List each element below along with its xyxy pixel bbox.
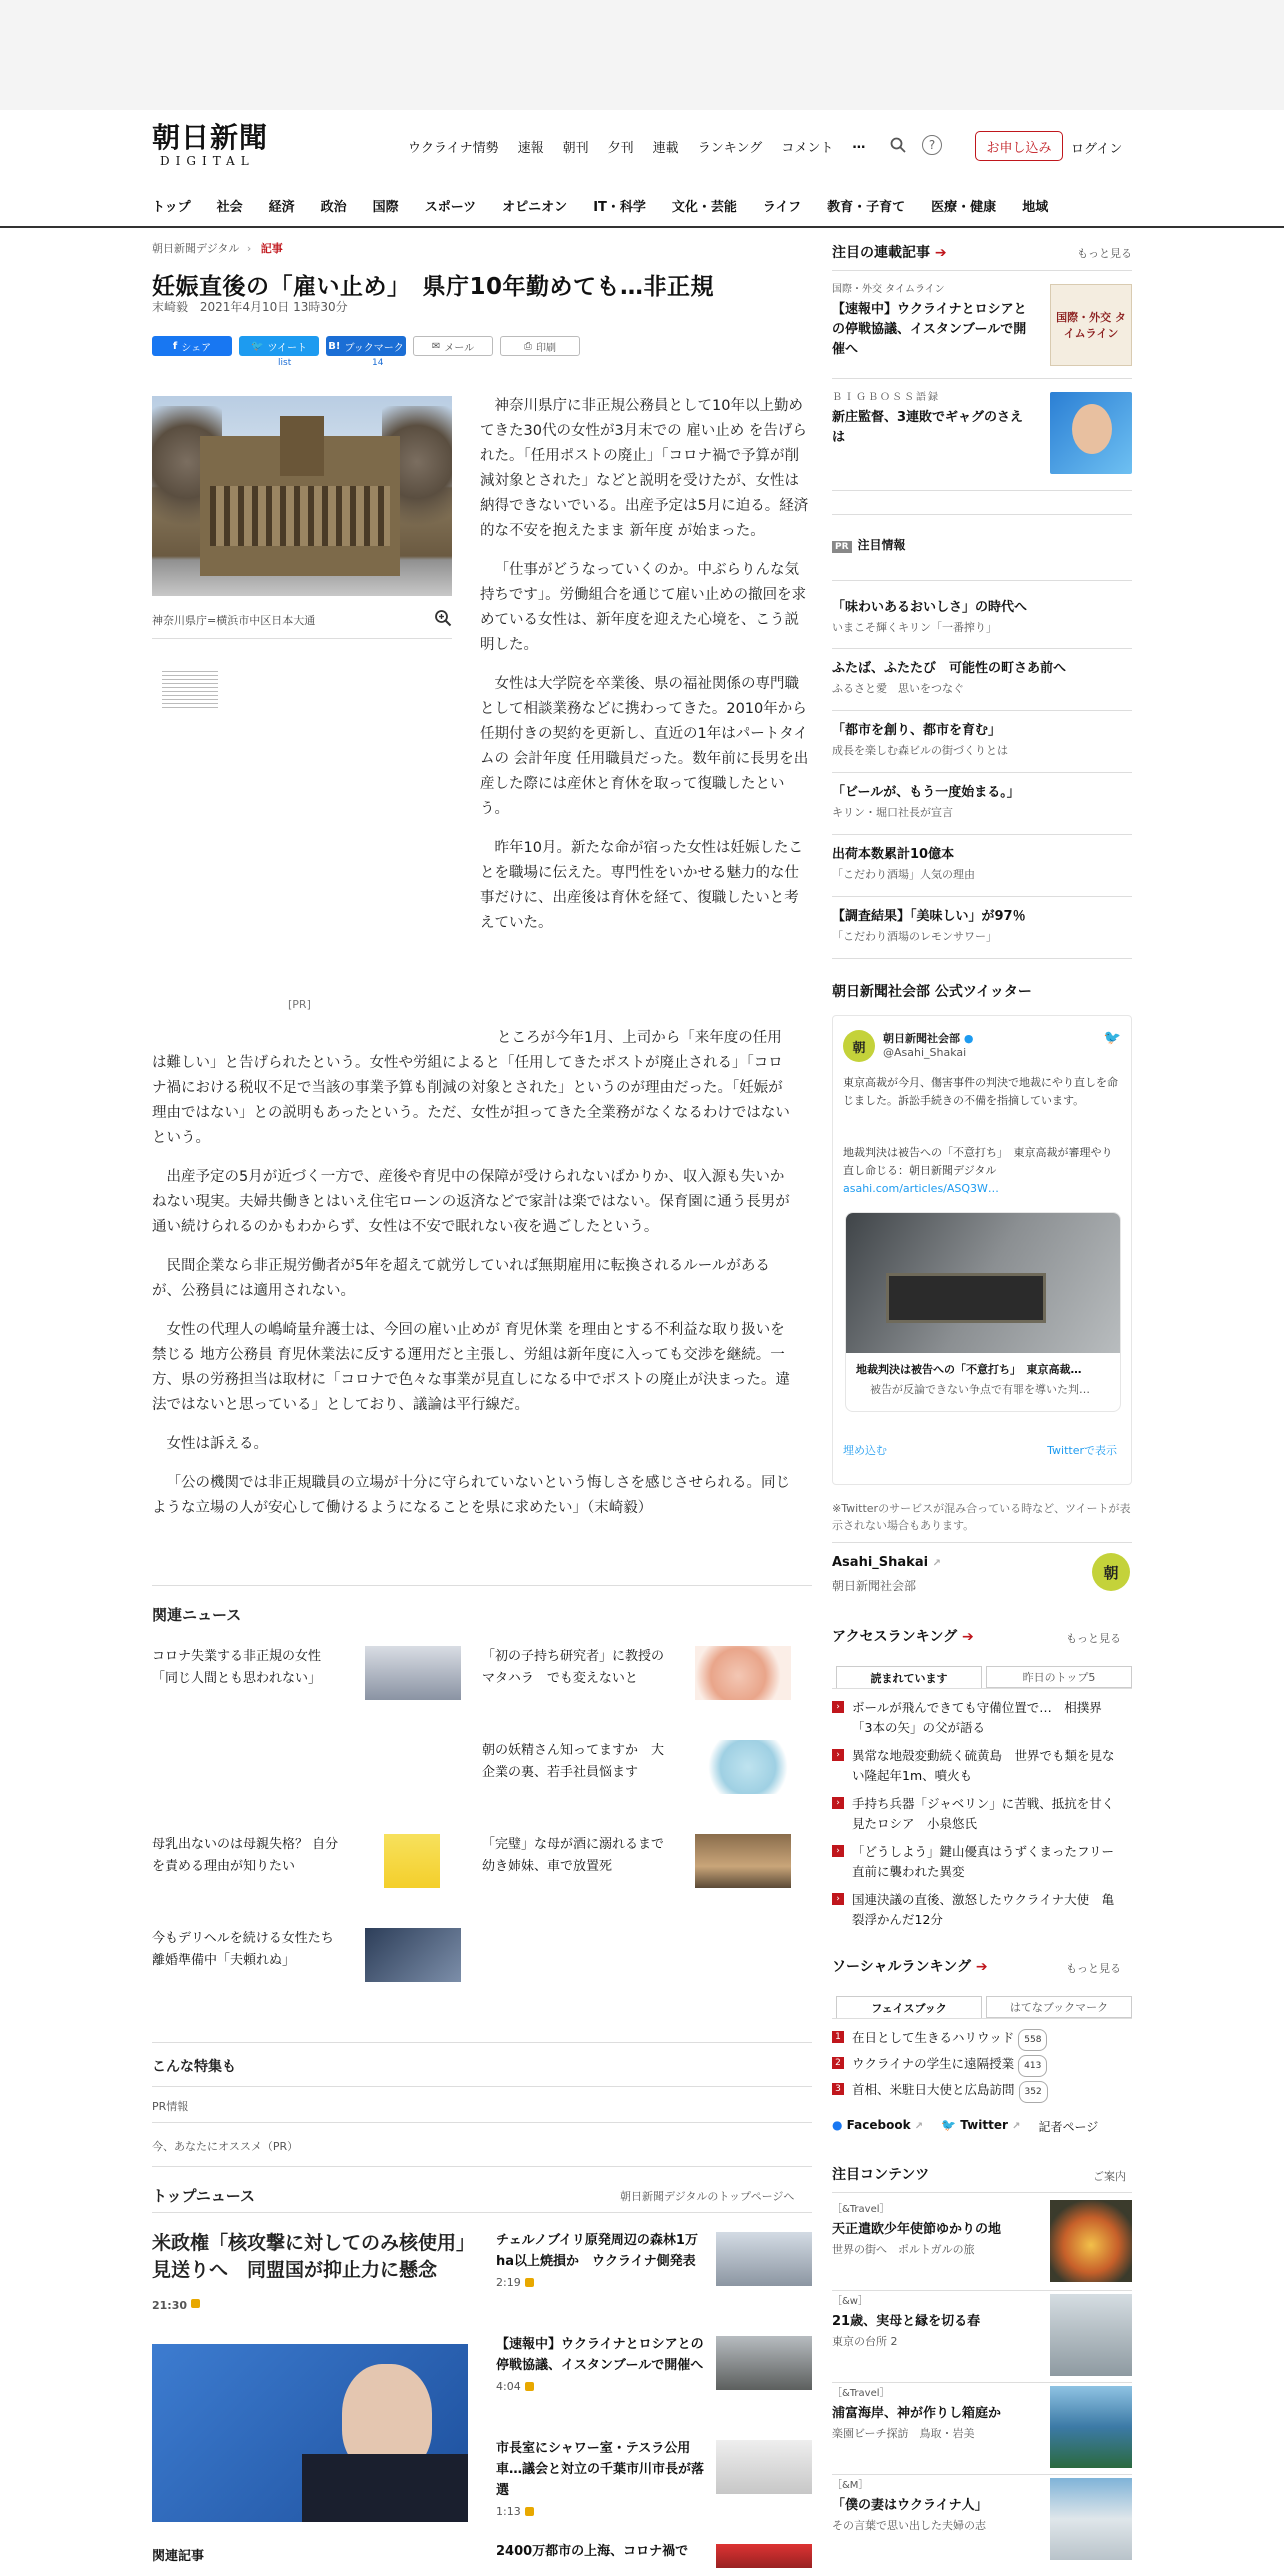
courthouse-sign [886, 1273, 1046, 1323]
twitter-share-label: ツイート [267, 342, 307, 354]
social-ranking-title[interactable]: ソーシャルランキング ➔ [832, 1959, 988, 1975]
share-bar [152, 336, 580, 356]
top-news-item[interactable] [496, 2438, 712, 2522]
related-image[interactable] [365, 1928, 461, 1982]
related-image[interactable] [365, 1646, 461, 1700]
divider [832, 270, 1132, 271]
subscribe-button[interactable]: お申し込み [975, 131, 1063, 161]
featured-item[interactable]: ［&M］ 「僕の妻はウクライナ人」 その言葉で思い出した夫婦の志 [832, 2480, 988, 2532]
top-news-item[interactable] [496, 2334, 712, 2397]
article-body-bottom [152, 1026, 794, 1535]
breadcrumb [152, 240, 283, 256]
series-image[interactable] [1050, 392, 1132, 474]
external-link-icon: ↗ [1012, 2121, 1021, 2132]
cat-it-science[interactable]: IT・科学 [593, 200, 646, 215]
twitter-account-link[interactable]: Asahi_Shakai ↗ [832, 1555, 941, 1570]
logo-main: 朝日新聞 [152, 121, 269, 154]
top-page-link[interactable]: 朝日新聞デジタルのトップページへ [620, 2190, 795, 2203]
category-nav [152, 196, 1048, 215]
featured-item[interactable]: ［&Travel］ 浦富海岸、神が作りし箱庭か 楽園ビーチ探訪 鳥取・岩美 [832, 2388, 1002, 2440]
divider [832, 896, 1132, 897]
pr-info: PR情報 [152, 2100, 189, 2113]
breadcrumb-kind[interactable]: 記事 [260, 242, 283, 255]
related-image[interactable] [700, 1740, 796, 1794]
pr-item[interactable]: 出荷本数累計10億本 「こだわり酒場」人気の理由 [832, 847, 975, 881]
rank-number-icon: 1 [832, 2031, 844, 2043]
tab-facebook[interactable]: フェイスブック [836, 1996, 982, 2018]
bookmark-count[interactable]: 14 [372, 358, 384, 368]
nav-series[interactable]: 連載 [652, 141, 679, 156]
share-count-badge: 558 [1018, 2029, 1047, 2051]
tweet-card-title: 地裁判決は被告への「不意打ち」 東京高裁… [856, 1363, 1082, 1376]
twitter-bird-icon[interactable]: 🐦 [1103, 1030, 1121, 1046]
sidebar [832, 242, 1132, 262]
twitter-bird-icon: 🐦 [251, 340, 264, 352]
verified-icon: ● [963, 1032, 974, 1045]
tweet-link[interactable]: asahi.com/articles/ASQ3W… [843, 1182, 999, 1195]
more-menu-icon[interactable]: … [852, 137, 866, 152]
related-item[interactable]: 母乳出ないのは母親失格？ 自分を責める理由が知りたい [152, 1837, 339, 1874]
series-image-label: 国際・外交 タイムライン [1056, 311, 1126, 340]
recommend-label: 今、あなたにオススメ（PR） [152, 2140, 299, 2153]
top-news-image[interactable] [716, 2544, 812, 2568]
help-icon[interactable]: ? [920, 133, 944, 157]
article-photo[interactable] [152, 396, 452, 596]
nav-ukraine[interactable]: ウクライナ情勢 [408, 141, 499, 156]
search-icon[interactable] [886, 133, 910, 157]
pr-item[interactable]: 【調査結果】「美味しい」が97％ 「こだわり酒場のレモンサワー」 [832, 909, 1026, 943]
twitter-section-title: 朝日新聞社会部 公式ツイッター [832, 984, 1032, 1000]
divider [832, 514, 1132, 515]
article-author[interactable]: 末崎毅 [152, 300, 189, 314]
article-date: 2021年4月10日 13時30分 [199, 300, 348, 314]
arrow-right-icon: ➔ [962, 1629, 974, 1645]
cat-sports[interactable]: スポーツ [424, 200, 477, 215]
top-news-image[interactable] [716, 2336, 812, 2390]
mail-button[interactable] [413, 336, 493, 356]
twitter-handle[interactable]: @Asahi_Shakai [883, 1046, 967, 1059]
share-count-badge: 413 [1018, 2055, 1047, 2077]
rank-number-icon: 3 [832, 2083, 844, 2095]
ranking-item[interactable]: › ボールが飛んできても守備位置で… 相撲界「3本の矢」の父が語る [832, 1698, 1122, 1738]
divider [152, 2212, 812, 2213]
tab-hatena[interactable]: はてなブックマーク [986, 1996, 1132, 2018]
ranking-item[interactable]: › 「どうしよう」鍵山優真はうずくまったフリー直前に襲われた異変 [832, 1842, 1122, 1882]
ranking-item[interactable]: › 異常な地殻変動続く硫黄島 世界でも類を見ない隆起年1m、噴火も [832, 1746, 1122, 1786]
photo-windows [210, 486, 390, 546]
related-image[interactable] [384, 1834, 440, 1888]
twitter-user[interactable] [883, 1030, 973, 1046]
pr-item[interactable]: ふたば、ふたたび 可能性の町さあ前へ ふるさと愛 思いをつなぐ [832, 661, 1067, 695]
top-news-item[interactable] [496, 2541, 712, 2562]
cat-region[interactable]: 地域 [1022, 200, 1049, 215]
featured-image[interactable] [1050, 2478, 1132, 2560]
featured-item[interactable]: ［&Travel］ 天正遣欧少年使節ゆかりの地 世界の街へ ポルトガルの旅 [832, 2204, 1002, 2256]
twitter-share-button[interactable] [239, 336, 319, 356]
tweet-card[interactable] [845, 1212, 1121, 1412]
related-item[interactable]: 「完璧」な母が酒に溺れるまで 幼き姉妹、車で放置死 [482, 1837, 678, 1874]
top-news-image[interactable] [716, 2232, 812, 2286]
zoom-icon[interactable] [434, 609, 452, 631]
photo-caption [152, 612, 452, 639]
series-item[interactable] [832, 280, 1032, 360]
paragraph-9: 女性は訴える。 [166, 1436, 268, 1452]
series-kicker: 国際・外交 タイムライン [832, 284, 945, 295]
top-news-main-time: 21:30 [152, 2299, 188, 2312]
sns-links [832, 2118, 1098, 2135]
facebook-share-button[interactable] [152, 336, 232, 356]
related-item[interactable]: 「初の子持ち研究者」に教授のマタハラ でも変えないと [482, 1649, 665, 1686]
related-news-title: 関連ニュース [152, 1606, 242, 1624]
external-link-icon: ↗ [914, 2121, 924, 2132]
ad-thumbnail[interactable] [162, 668, 218, 708]
photo-caption-text: 神奈川県庁=横浜市中区日本大通 [152, 614, 316, 627]
divider [832, 378, 1132, 379]
pr-item[interactable]: 「都市を創り、都市を育む」 成長を楽しむ森ビルの街づくりとは [832, 723, 1008, 757]
social-tabs [836, 1996, 1132, 2018]
divider [152, 2122, 812, 2123]
top-news-item-title: 市長室にシャワー室・テスラ公用車…議会と対立の千葉市川市長が落選 [496, 2441, 705, 2498]
twitter-link[interactable]: 🐦 Twitter ↗ [941, 2118, 1021, 2132]
social-item[interactable]: 3 首相、米駐日大使と広島訪問 352 [832, 2080, 1122, 2103]
paragraph-2: 「仕事がどうなっていくのか。中ぶらりんな気持ちです」。労働組合を通じて雇い止めの撤回を求めている女性は、新年度を迎えた心境を、こう説明した。 [480, 562, 807, 653]
access-ranking-title[interactable]: アクセスランキング ➔ [832, 1629, 974, 1645]
featured-more-link[interactable]: ご案内 [1093, 2170, 1126, 2183]
divider [832, 958, 1132, 959]
divider [152, 2086, 812, 2087]
tool-icons [886, 133, 944, 157]
divider [832, 580, 1132, 581]
paragraph-5: ところが今年1月、上司から「来年度の任用は難しい」と告げられたという。女性や労組によると「任用してきたポストが廃止される」「コロナ禍における税収不足で当該の事業予算も削減の対象とされた」というのが理由だった。「妊娠が理由ではない」との説明もあったという。ただ、女性が担ってきた全業務がなくなるわけではないという。 [152, 1030, 790, 1146]
related-image[interactable] [695, 1834, 791, 1888]
related-item[interactable]: コロナ失業する非正規の女性「同じ人間とも思われない」 [152, 1649, 322, 1686]
featured-image[interactable] [1050, 2386, 1132, 2468]
twitter-embed [832, 1015, 1132, 1485]
reporter-page-link[interactable]: 記者ページ [1038, 2120, 1099, 2134]
divider [832, 834, 1132, 835]
access-more-link[interactable]: もっと見る [1066, 1632, 1121, 1645]
logo-sub: DIGITAL [160, 154, 255, 168]
top-news-item-time: 2:19 [496, 2276, 521, 2289]
print-button[interactable] [500, 336, 580, 356]
photo-suit [302, 2454, 468, 2522]
cat-opinion[interactable]: オピニオン [502, 200, 568, 215]
series-title[interactable]: 注目の連載記事 ➔ [832, 245, 947, 261]
divider [832, 1688, 1132, 1689]
paragraph-10: 「公の機関では非正規職員の立場が十分に守られていないという悔しさを感じさせられる。同じような立場の人が安心して働けるようになることを県に求めたい」（末崎毅） [152, 1475, 790, 1516]
cat-health[interactable]: 医療・健康 [931, 200, 997, 215]
tweet-text: 東京高裁が今月、傷害事件の判決で地裁にやり直しを命じました。訴訟手続きの不備を指摘しています。 [843, 1076, 1118, 1107]
paragraph-4: 昨年10月。新たな命が宿った女性は妊娠したことを職場に伝えた。専門性をいかせる魅力的な仕事だけに、出産後は育休を経て、復職したいと考えていた。 [480, 840, 803, 931]
divider [832, 2382, 1132, 2383]
article-title: 妊娠直後の「雇い止め」 県庁10年勤めても…非正規 [152, 274, 715, 300]
related-item[interactable]: 今もデリヘルを続ける女性たち 離婚準備中「夫頼れぬ」 [152, 1931, 347, 1968]
featured-title: 注目コンテンツ [832, 2167, 930, 2183]
twitter-bird-icon: 🐦 [941, 2118, 957, 2132]
external-link-icon: ↗ [932, 1558, 941, 1569]
photo-tower [280, 416, 324, 476]
cat-culture[interactable]: 文化・芸能 [671, 200, 737, 215]
featured-image[interactable] [1050, 2294, 1132, 2376]
divider [832, 710, 1132, 711]
series-image[interactable] [1050, 284, 1132, 366]
top-news-main-title: 米政権「核攻撃に対してのみ核使用」見送りへ 同盟国が抑止力に懸念 [152, 2232, 466, 2281]
hatena-icon: B! [328, 340, 341, 352]
twitter-avatar[interactable]: 朝 [843, 1030, 875, 1062]
top-news-item-time: 1:13 [496, 2505, 521, 2518]
cat-education[interactable]: 教育・子育て [827, 200, 906, 215]
divider [832, 490, 1132, 491]
rank-number-icon: 2 [832, 2057, 844, 2069]
top-news-item[interactable] [496, 2230, 712, 2293]
login-link[interactable]: ログイン [1071, 142, 1123, 157]
paragraph-8: 女性の代理人の嶋崎量弁護士は、今回の雇い止めが 育児休業 を理由とする不利益な取り扱いを禁じる 地方公務員 育児休業法に反する運用だと主張し、労組は新年度に入っても交渉を継続。一方、県の労務担当は取材に「コロナで色々な事業が見直しになる中でポストの廃止が決まった。違法ではないと思っている」としており、議論は平行線だ。 [152, 1322, 790, 1413]
top-news-item-title: チェルノブイリ原発周辺の森林1万ha以上焼損か ウクライナ側発表 [496, 2233, 698, 2269]
nav-comment[interactable]: コメント [781, 141, 834, 156]
pr-title: 注目情報 [857, 538, 906, 552]
pr-badge: PR [832, 541, 852, 553]
paragraph-6: 出産予定の5月が近づく一方で、産後や育児中の保障が受けられないばかりか、収入源も失いかねない現実。夫婦共働きとはいえ住宅ローンの返済などで家計は楽ではない。保育園に通う長男が通い続けられるのかもわからず、女性は不安で眠れない夜を過ごしたという。 [152, 1169, 790, 1235]
divider [832, 2290, 1132, 2291]
social-item[interactable]: 2 ウクライナの学生に遠隔授業 413 [832, 2054, 1122, 2077]
divider [832, 2192, 1132, 2193]
cat-life[interactable]: ライフ [762, 200, 802, 215]
nav-morning[interactable]: 朝刊 [562, 141, 589, 156]
tweet-card-image [846, 1213, 1121, 1353]
facebook-link[interactable]: ● Facebook ↗ [832, 2118, 924, 2132]
featured-image[interactable] [1050, 2200, 1132, 2282]
arrow-right-icon: ➔ [975, 1959, 988, 1975]
facebook-share-label: シェア [181, 342, 212, 354]
divider [832, 2474, 1132, 2475]
pr-item[interactable]: 「ビールが、もう一度始まる。」 キリン・堀口社長が宣言 [832, 785, 1020, 819]
top-nav [408, 137, 884, 156]
account-avatar[interactable]: 朝 [1092, 1553, 1130, 1591]
arrow-right-icon: ➔ [934, 245, 947, 261]
rank-number-icon: › [832, 1701, 844, 1713]
twitter-name: 朝日新聞社会部 [883, 1032, 960, 1045]
mail-label: メール [444, 342, 475, 354]
article-body-top [480, 394, 812, 950]
ad-banner [0, 0, 1284, 110]
tweet-count[interactable]: list [278, 358, 292, 368]
lock-icon [525, 2507, 534, 2516]
divider [832, 2018, 1132, 2019]
site-header [0, 110, 1284, 228]
pr-item[interactable]: 「味わいあるおいしさ」の時代へ いまこそ輝くキリン「一番搾り」 [832, 600, 1028, 634]
facebook-icon: ● [832, 2118, 843, 2132]
divider [832, 648, 1132, 649]
mail-icon: ✉ [431, 340, 441, 352]
divider [152, 2166, 812, 2167]
cat-international[interactable]: 国際 [372, 200, 399, 215]
related-articles-label: 関連記事 [152, 2549, 205, 2564]
lock-icon [525, 2382, 534, 2391]
nav-evening[interactable]: 夕刊 [607, 141, 634, 156]
tab-most-read[interactable]: 読まれています [836, 1666, 982, 1688]
photo-face [1072, 404, 1112, 454]
divider [832, 1542, 1132, 1543]
top-news-item-title: 2400万都市の上海、コロナ禍で [496, 2544, 689, 2559]
series-more-link[interactable]: もっと見る [1077, 247, 1132, 260]
divider [152, 1585, 812, 1586]
rank-number-icon: › [832, 1845, 844, 1857]
facebook-icon: f [172, 340, 178, 352]
twitter-note: ※Twitterのサービスが混み合っている時など、ツイートが表示されない場合もあります。 [832, 1502, 1131, 1532]
access-tabs [836, 1666, 1132, 1688]
cat-politics[interactable]: 政治 [320, 200, 347, 215]
ranking-item[interactable]: › 国連決議の直後、激怒したウクライナ大使 亀裂浮かんだ12分 [832, 1890, 1122, 1930]
related-item[interactable]: 朝の妖精さん知ってますか 大企業の裏、若手社員悩ます [482, 1743, 665, 1780]
series-kicker: ＢＩＧＢＯＳＳ語録 [832, 392, 940, 403]
paragraph-3: 女性は大学院を卒業後、県の福祉関係の専門職として相談業務などに携わってきた。2010年から任期付きの契約を更新し、直近の1年はパートタイムの 会計年度 任用職員だった。数年前に長男を出産した際には産休と育休を取って復職したという。 [480, 676, 809, 817]
rank-number-icon: › [832, 1797, 844, 1809]
nav-ranking[interactable]: ランキング [697, 141, 763, 156]
rank-number-icon: › [832, 1749, 844, 1761]
top-news-main[interactable] [152, 2230, 472, 2319]
article-meta [152, 298, 348, 315]
social-more-link[interactable]: もっと見る [1066, 1962, 1121, 1975]
cat-economy[interactable]: 経済 [268, 200, 295, 215]
cat-society[interactable]: 社会 [216, 200, 243, 215]
rank-number-icon: › [832, 1893, 844, 1905]
divider [832, 772, 1132, 773]
nav-breaking[interactable]: 速報 [517, 141, 544, 156]
divider [152, 2042, 812, 2043]
pr-section-title [832, 535, 906, 557]
lock-icon [191, 2299, 200, 2308]
related-image[interactable] [695, 1646, 791, 1700]
hatena-bookmark-label: ブックマーク [344, 342, 404, 354]
site-logo[interactable] [152, 122, 282, 172]
social-item[interactable]: 1 在日として生きるハリウッド 558 [832, 2028, 1122, 2051]
top-news-title: トップニュース [152, 2187, 256, 2205]
print-label: 印刷 [536, 342, 556, 354]
series-item[interactable] [832, 388, 1032, 448]
top-news-photo[interactable] [152, 2344, 468, 2522]
share-count-badge: 352 [1019, 2081, 1048, 2103]
view-on-twitter-link[interactable]: Twitterで表示 [1047, 1444, 1117, 1457]
featured-item[interactable]: ［&w］ 21歳、実母と縁を切る春 東京の台所 2 [832, 2296, 981, 2348]
top-news-image[interactable] [716, 2440, 812, 2494]
tweet-card-subtitle: 被告が反論できない争点で有罪を導いた判… [870, 1383, 1090, 1396]
hatena-bookmark-button[interactable] [326, 336, 406, 356]
ranking-item[interactable]: › 手持ち兵器「ジャベリン」に苦戦、抵抗を甘く見たロシア 小泉悠氏 [832, 1794, 1122, 1834]
tweet-text-2: 地裁判決は被告への「不意打ち」 東京高裁が審理やり直し命じる：朝日新聞デジタル [843, 1146, 1113, 1177]
series-item-title: 新庄監督、3連敗でギャグのさえは [832, 410, 1024, 445]
twitter-account-sub: 朝日新聞社会部 [832, 1579, 917, 1593]
embed-link[interactable]: 埋め込む [843, 1444, 887, 1457]
top-news-item-time: 4:04 [496, 2380, 521, 2393]
paragraph-1: 神奈川県庁に非正規公務員として10年以上勤めてきた30代の女性が3月末での 雇い止め を告げられた。「任用ポストの廃止」「コロナ禍で予算が削減対象とされた」などと説明を受けたが、女性は納得できないでいる。出産予定は5月に迫る。経済的な不安を抱えたまま 新年度 が始まった。 [480, 398, 809, 539]
print-icon: ⎙ [524, 340, 532, 352]
tab-yesterday-top5[interactable]: 昨日のトップ5 [986, 1666, 1132, 1688]
series-item-title: 【速報中】ウクライナとロシアとの停戦協議、イスタンブールで開催へ [832, 302, 1027, 357]
top-news-item-title: 【速報中】ウクライナとロシアとの停戦協議、イスタンブールで開催へ [496, 2337, 704, 2373]
pr-label: [PR] [288, 998, 311, 1011]
paragraph-7: 民間企業なら非正規労働者が5年を超えて就労していれば無期雇用に転換されるルールがあるが、公務員には適用されない。 [152, 1258, 770, 1299]
breadcrumb-separator-icon: › [246, 242, 252, 255]
features-title: こんな特集も [152, 2059, 236, 2075]
breadcrumb-site[interactable]: 朝日新聞デジタル [152, 242, 240, 255]
lock-icon [525, 2278, 534, 2287]
cat-top[interactable]: トップ [152, 200, 191, 215]
